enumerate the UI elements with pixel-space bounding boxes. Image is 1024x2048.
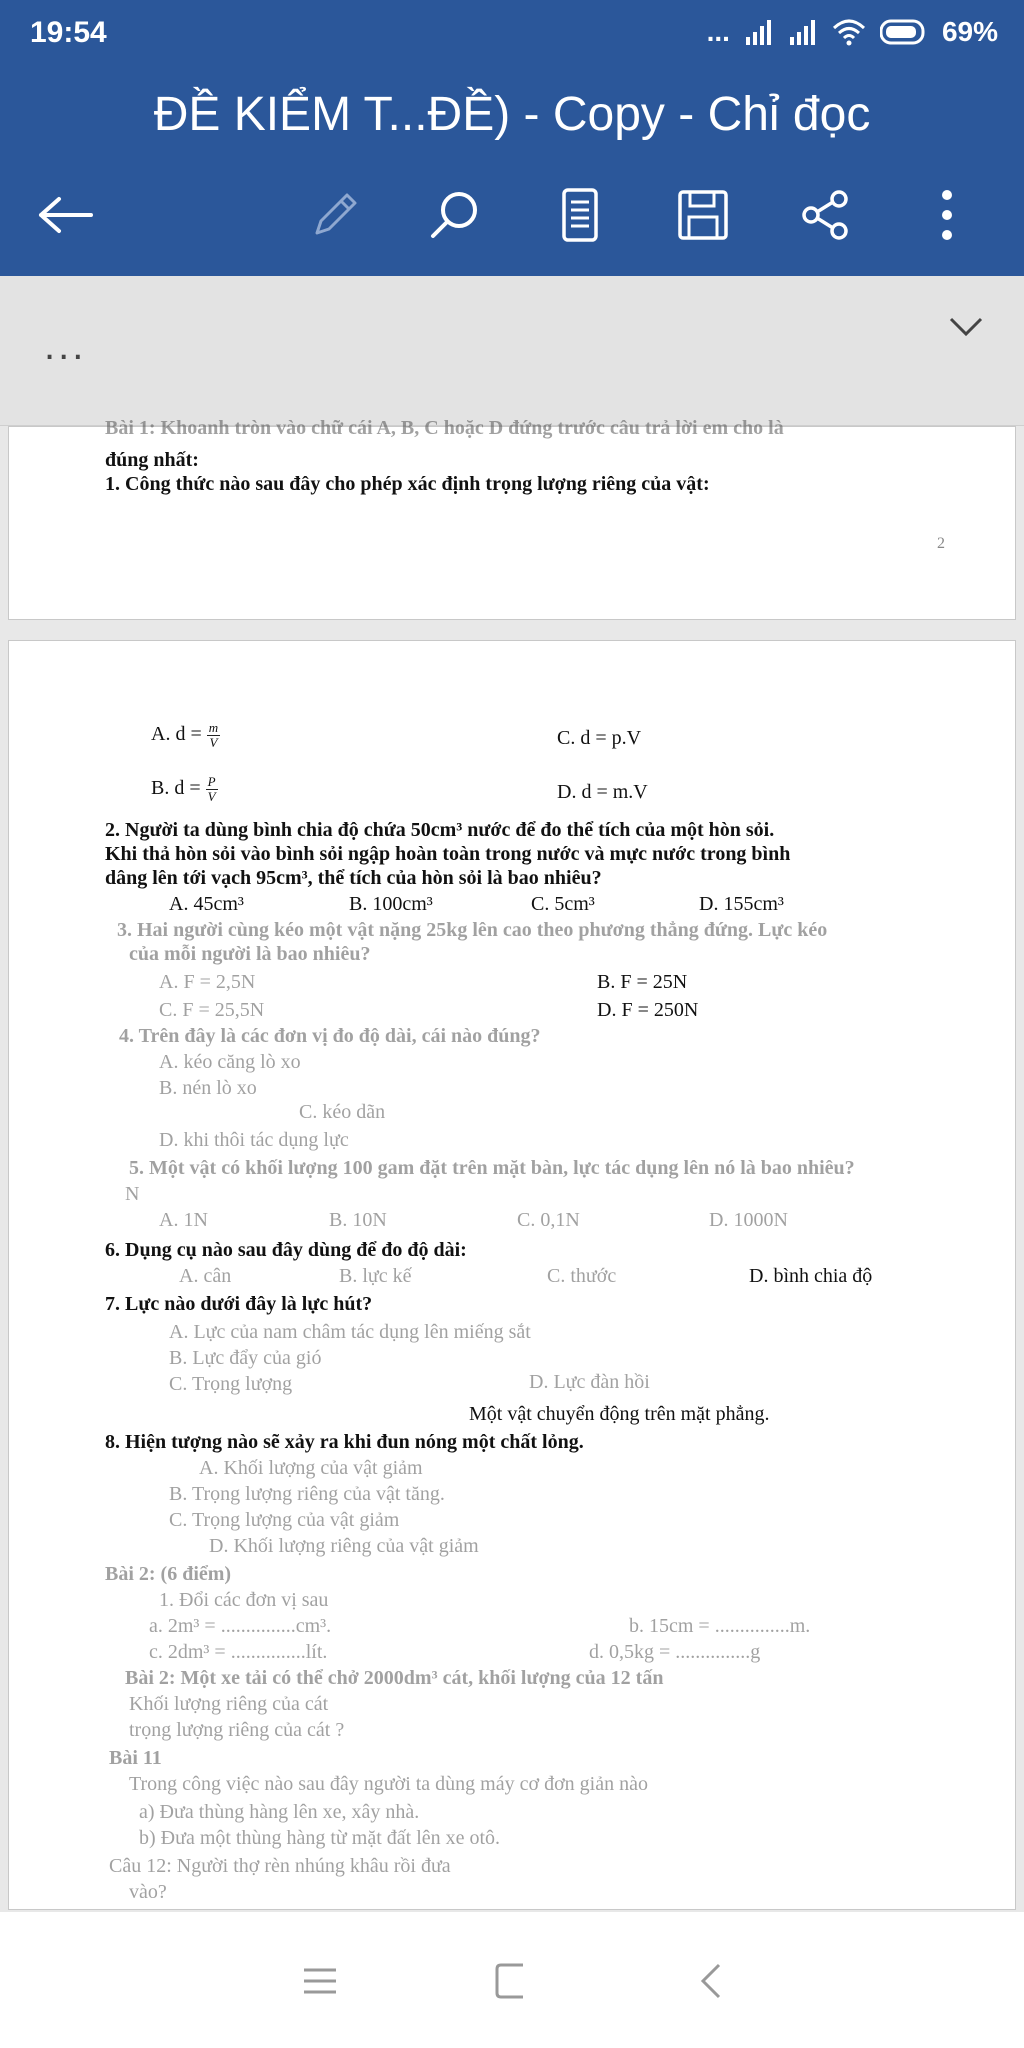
q2-option-b: B. 100cm³ xyxy=(349,893,433,915)
q3-option-b: B. F = 25N xyxy=(597,971,688,993)
fragment: A. 1N xyxy=(159,1209,208,1231)
fragment: C. 0,1N xyxy=(517,1209,580,1231)
ribbon-more-button[interactable]: ... xyxy=(44,324,87,368)
q2-line-1: 2. Người ta dùng bình chia độ chứa 50cm³ nước để đo thể tích của một hòn sỏi. xyxy=(105,819,775,841)
fragment: Bài 11 xyxy=(109,1747,162,1769)
question-1: 1. Công thức nào sau đây cho phép xác định trọng lượng riêng của vật: xyxy=(105,473,710,495)
fragment: D. 1000N xyxy=(709,1209,788,1231)
fragment: 5. Một vật có khối lượng 100 gam đặt trên mặt bàn, lực tác dụng lên nó là bao nhiêu? xyxy=(129,1157,855,1179)
battery-icon xyxy=(880,19,928,45)
fragment: b. 15cm = ...............m. xyxy=(629,1615,811,1637)
document-page-2 xyxy=(8,640,1016,1910)
fragment: 7. Lực nào dưới đây là lực hút? xyxy=(105,1293,373,1315)
battery-level: 69% xyxy=(941,16,998,47)
q2-option-c: C. 5cm³ xyxy=(531,893,595,915)
fragment: N xyxy=(125,1183,140,1205)
q1-option-a-den: V xyxy=(209,735,218,750)
fragment: C. thước xyxy=(547,1265,617,1287)
fragment: B. 10N xyxy=(329,1209,387,1231)
fragment: của mỗi người là bao nhiêu? xyxy=(129,943,371,965)
back-arrow-icon xyxy=(37,195,93,235)
back-button[interactable] xyxy=(30,180,100,250)
fragment: A. F = 2,5N xyxy=(159,971,256,993)
fragment: a. 2m³ = ...............cm³. xyxy=(149,1615,332,1637)
q1-option-b-den: V xyxy=(207,789,216,804)
q1-option-d: D. d = m.V xyxy=(557,781,648,803)
home-square-icon xyxy=(493,1961,533,2001)
phone-view-icon xyxy=(560,187,600,243)
ribbon-expand-button[interactable] xyxy=(948,316,984,343)
q3-option-d: D. F = 250N xyxy=(597,999,699,1021)
fragment: 1. Đổi các đơn vị sau xyxy=(159,1589,329,1611)
fragment: d. 0,5kg = ...............g xyxy=(589,1641,761,1663)
share-icon xyxy=(799,189,851,241)
fragment: A. kéo căng lò xo xyxy=(159,1051,301,1073)
q2-line-3: dâng lên tới vạch 95cm³, thể tích của hòn sỏi là bao nhiêu? xyxy=(105,867,602,889)
fragment: 4. Trên đây là các đơn vị đo độ dài, cái nào đúng? xyxy=(119,1025,541,1047)
q1-option-a-label: A. d = xyxy=(151,723,202,746)
fragment: A. cân xyxy=(179,1265,232,1287)
fragment: Một vật chuyển động trên mặt phẳng. xyxy=(469,1403,770,1425)
ribbon xyxy=(0,276,1024,426)
signal-icon xyxy=(744,19,774,45)
navigation-bar xyxy=(0,1912,1024,2048)
fragment: C. Trọng lượng xyxy=(169,1373,293,1395)
status-icons xyxy=(707,16,998,48)
more-vertical-icon xyxy=(940,189,954,241)
page-number: 2 xyxy=(937,535,945,552)
q2-option-d: D. 155cm³ xyxy=(699,893,784,915)
search-button[interactable] xyxy=(420,180,490,250)
fragment: B. nén lò xo xyxy=(159,1077,257,1099)
q1-option-b-fraction xyxy=(206,775,218,804)
fragment: vào? xyxy=(129,1881,167,1903)
menu-icon xyxy=(302,1966,338,1996)
fragment: trọng lượng riêng của cát ? xyxy=(129,1719,345,1741)
fragment: D. khi thôi tác dụng lực xyxy=(159,1129,349,1151)
save-button[interactable] xyxy=(668,180,738,250)
fragment: 3. Hai người cùng kéo một vật nặng 25kg lên cao theo phương thẳng đứng. Lực kéo xyxy=(117,919,828,941)
fragment: Khối lượng riêng của cát xyxy=(129,1693,329,1715)
share-button[interactable] xyxy=(790,180,860,250)
fragment: A. Lực của nam châm tác dụng lên miếng sắt xyxy=(169,1321,531,1343)
pencil-icon xyxy=(309,189,361,241)
q2-option-a: A. 45cm³ xyxy=(169,893,244,915)
fragment: B. Lực đẩy của gió xyxy=(169,1347,322,1369)
heading-end: đúng nhất: xyxy=(105,449,199,471)
heading-cut: Bài 1: Khoanh tròn vào chữ cái A, B, C hoặc D đứng trước câu trả lời em cho là xyxy=(105,417,784,439)
reading-view-button[interactable] xyxy=(545,180,615,250)
fragment: C. kéo dãn xyxy=(299,1101,386,1123)
fragment: Bài 2: Một xe tải có thể chở 2000dm³ cát, khối lượng của 12 tấn xyxy=(125,1667,664,1689)
wifi-icon xyxy=(832,18,866,46)
status-time: 19:54 xyxy=(30,16,107,49)
toolbar xyxy=(0,158,1024,276)
q1-option-b-label: B. d = xyxy=(151,777,201,800)
fragment: 6. Dụng cụ nào sau đây dùng để đo độ dài: xyxy=(105,1239,467,1261)
fragment: b) Đưa một thùng hàng từ mặt đất lên xe otô. xyxy=(139,1827,501,1849)
q1-option-a-fraction xyxy=(207,721,220,750)
home-button[interactable] xyxy=(478,1946,548,2016)
chevron-down-icon xyxy=(948,316,984,338)
q1-option-c: C. d = p.V xyxy=(557,727,642,749)
q2-line-2: Khi thả hòn sỏi vào bình sỏi ngập hoàn toàn trong nước và mực nước trong bình xyxy=(105,843,791,865)
signal-dots-icon: ... xyxy=(706,16,730,47)
fragment: B. lực kế xyxy=(339,1265,412,1287)
document-page-1 xyxy=(8,417,1016,620)
fragment: 8. Hiện tượng nào sẽ xảy ra khi đun nóng một chất lỏng. xyxy=(105,1431,584,1453)
fragment: D. Khối lượng riêng của vật giảm xyxy=(209,1535,479,1557)
signal-icon-2 xyxy=(788,19,818,45)
document-title: ĐỀ KIỂM T...ĐỀ) - Copy - Chỉ đọc xyxy=(0,72,1024,158)
fragment: Câu 12: Người thợ rèn nhúng khâu rồi đưa xyxy=(109,1855,451,1877)
fragment: C. Trọng lượng của vật giảm xyxy=(169,1509,400,1531)
fragment: Bài 2: (6 điểm) xyxy=(105,1563,232,1585)
back-nav-button[interactable] xyxy=(676,1946,746,2016)
fragment: D. bình chia độ xyxy=(749,1265,873,1287)
fragment: D. Lực đàn hồi xyxy=(529,1371,650,1393)
search-icon xyxy=(428,188,482,242)
fragment: A. Khối lượng của vật giảm xyxy=(199,1457,423,1479)
q1-option-b-num: P xyxy=(207,774,216,789)
fragment: c. 2dm³ = ...............lít. xyxy=(149,1641,328,1663)
status-bar xyxy=(0,0,1024,72)
back-chevron-icon xyxy=(699,1961,723,2001)
fragment: C. F = 25,5N xyxy=(159,999,265,1021)
menu-button[interactable] xyxy=(285,1946,355,2016)
edit-button[interactable] xyxy=(300,180,370,250)
fragment: B. Trọng lượng riêng của vật tăng. xyxy=(169,1483,445,1505)
fragment: a) Đưa thùng hàng lên xe, xây nhà. xyxy=(139,1801,420,1823)
q1-option-a-num: m xyxy=(208,720,219,735)
save-icon xyxy=(677,189,729,241)
fragment: Trong công việc nào sau đây người ta dùng máy cơ đơn giản nào xyxy=(129,1773,648,1795)
more-options-button[interactable] xyxy=(912,180,982,250)
q1-option-a xyxy=(151,721,220,750)
q1-option-b xyxy=(151,775,218,804)
